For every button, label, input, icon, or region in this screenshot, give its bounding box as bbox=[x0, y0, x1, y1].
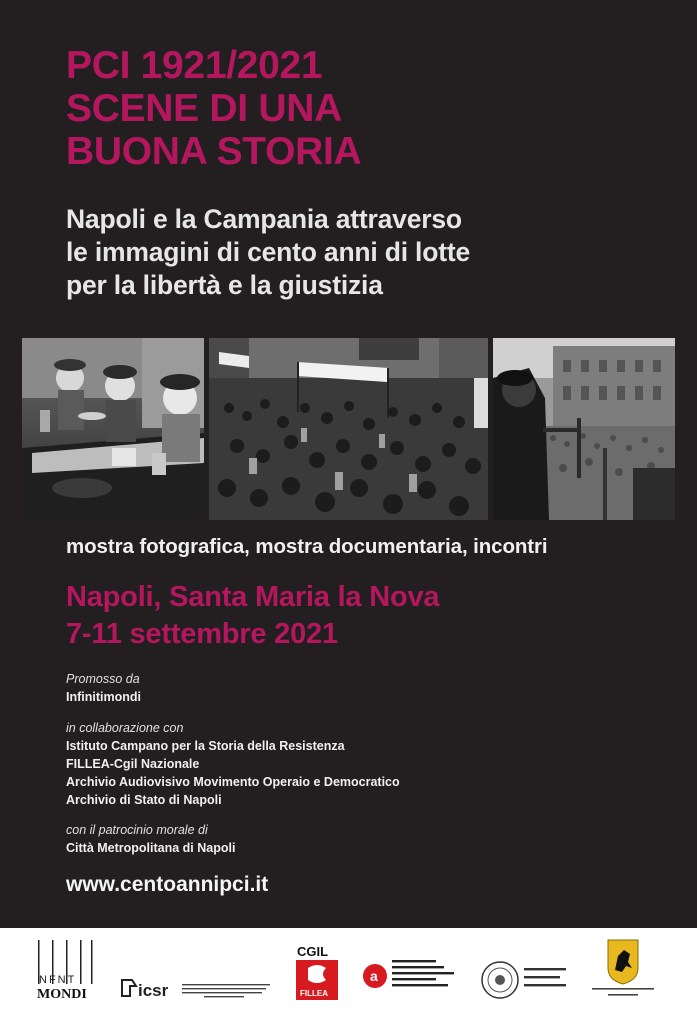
patronage-section bbox=[66, 821, 235, 857]
patronage-name: Città Metropolitana di Napoli bbox=[66, 841, 236, 855]
collaborator-name: Istituto Campano per la Storia della Resistenza bbox=[66, 739, 345, 753]
citta-metropolitana-logo bbox=[588, 938, 658, 1002]
poster-subtitle bbox=[66, 203, 470, 302]
rally-speaker-photo bbox=[493, 338, 675, 520]
children-eating-photo bbox=[22, 338, 204, 520]
title-line-2: SCENE DI UNA bbox=[66, 87, 342, 130]
collaboration-label: in collaborazione con bbox=[66, 721, 184, 735]
promoted-section bbox=[66, 670, 141, 706]
promoter-name: Infinitimondi bbox=[66, 690, 141, 704]
svg-text:MONDI: MONDI bbox=[37, 987, 87, 1002]
patronage-label: con il patrocinio morale di bbox=[66, 823, 208, 837]
poster-title bbox=[66, 44, 361, 173]
sponsor-logos bbox=[0, 928, 697, 1023]
venue-place: Napoli, Santa Maria la Nova bbox=[66, 581, 440, 613]
collaboration-section bbox=[66, 719, 400, 809]
icsr-logo bbox=[120, 976, 276, 1004]
collaborator-name: Archivio di Stato di Napoli bbox=[66, 793, 222, 807]
svg-text:NFNT: NFNT bbox=[39, 974, 77, 986]
svg-text:a: a bbox=[370, 968, 378, 984]
website-link[interactable]: www.centoannipci.it bbox=[66, 873, 269, 896]
svg-text:FILLEA: FILLEA bbox=[300, 989, 328, 998]
promoted-label: Promosso da bbox=[66, 672, 140, 686]
street-demonstration-photo bbox=[209, 338, 488, 520]
aamod-logo bbox=[362, 954, 458, 1002]
title-line-1: PCI 1921/2021 bbox=[66, 44, 323, 87]
collaborator-name: Archivio Audiovisivo Movimento Operaio e Democratico bbox=[66, 775, 400, 789]
subtitle-line-3: per la libertà e la giustizia bbox=[66, 270, 383, 300]
venue-dates: 7-11 settembre 2021 bbox=[66, 618, 338, 650]
event-types: mostra fotografica, mostra documentaria, incontri bbox=[66, 535, 548, 558]
subtitle-line-1: Napoli e la Campania attraverso bbox=[66, 204, 462, 234]
svg-text:CGIL: CGIL bbox=[297, 944, 329, 959]
svg-text:icsr: icsr bbox=[138, 981, 169, 1000]
venue bbox=[66, 579, 439, 653]
subtitle-line-2: le immagini di cento anni di lotte bbox=[66, 237, 470, 267]
collaborator-name: FILLEA-Cgil Nazionale bbox=[66, 757, 200, 771]
archivio-stato-logo bbox=[480, 958, 572, 1002]
cgil-fillea-logo bbox=[296, 944, 338, 1000]
title-line-3: BUONA STORIA bbox=[66, 130, 362, 173]
infinitimondi-logo bbox=[36, 938, 94, 1002]
